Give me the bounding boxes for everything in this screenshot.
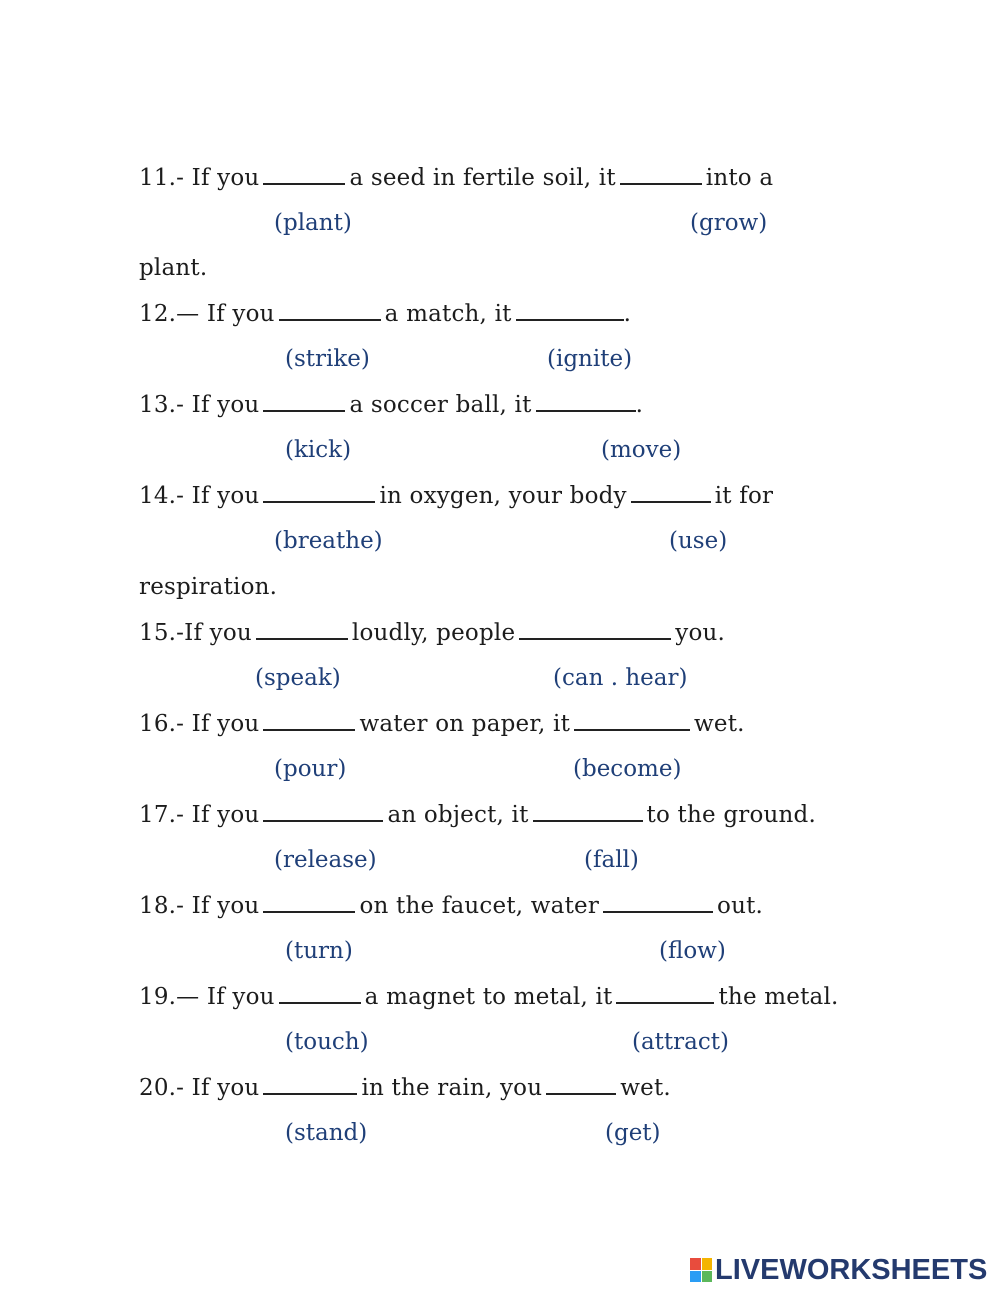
question-13: 13.- If you a soccer ball, it . — [139, 392, 644, 418]
question-19: 19.— If you a magnet to metal, it the metal. — [139, 984, 839, 1010]
verb-hint-2: (attract) — [632, 1029, 729, 1055]
verb-hint-1: (turn) — [285, 938, 353, 964]
answer-blank-1[interactable] — [263, 802, 383, 822]
answer-blank-2[interactable] — [616, 984, 714, 1004]
question-17: 17.- If you an object, it to the ground. — [139, 802, 816, 828]
answer-blank-2[interactable] — [620, 165, 702, 185]
question-continuation: respiration. — [139, 574, 278, 600]
verb-hint-2: (grow) — [690, 210, 768, 236]
verb-hint-2: (get) — [605, 1120, 661, 1146]
question-number: 20.- — [139, 1075, 185, 1101]
question-15: 15.-If you loudly, people you. — [139, 620, 726, 646]
question-18: 18.- If you on the faucet, water out. — [139, 893, 764, 919]
answer-blank-2[interactable] — [536, 392, 636, 412]
answer-blank-1[interactable] — [279, 984, 361, 1004]
verb-hint-1: (kick) — [285, 437, 352, 463]
question-number: 12.— — [139, 301, 200, 327]
liveworksheets-logo-icon — [690, 1258, 712, 1282]
question-number: 15.- — [139, 620, 185, 646]
question-continuation: plant. — [139, 255, 208, 281]
answer-blank-2[interactable] — [516, 301, 624, 321]
answer-blank-1[interactable] — [263, 165, 345, 185]
answer-blank-2[interactable] — [631, 483, 711, 503]
question-14: 14.- If you in oxygen, your body it for — [139, 483, 774, 509]
question-number: 13.- — [139, 392, 185, 418]
verb-hint-1: (speak) — [255, 665, 341, 691]
answer-blank-1[interactable] — [279, 301, 381, 321]
logo-square — [702, 1271, 713, 1283]
question-12: 12.— If you a match, it . — [139, 301, 632, 327]
answer-blank-2[interactable] — [546, 1075, 616, 1095]
question-number: 16.- — [139, 711, 185, 737]
verb-hint-1: (breathe) — [274, 528, 383, 554]
verb-hint-1: (pour) — [274, 756, 347, 782]
question-11: 11.- If you a seed in fertile soil, it into a — [139, 165, 774, 191]
verb-hint-1: (touch) — [285, 1029, 369, 1055]
answer-blank-1[interactable] — [263, 483, 375, 503]
answer-blank-1[interactable] — [256, 620, 348, 640]
logo-text: LIVEWORKSHEETS — [715, 1253, 988, 1286]
verb-hint-1: (strike) — [285, 346, 370, 372]
answer-blank-2[interactable] — [533, 802, 643, 822]
liveworksheets-logo[interactable] — [690, 1255, 987, 1285]
answer-blank-1[interactable] — [263, 711, 355, 731]
verb-hint-2: (flow) — [659, 938, 726, 964]
answer-blank-1[interactable] — [263, 392, 345, 412]
question-20: 20.- If you in the rain, you wet. — [139, 1075, 671, 1101]
question-number: 18.- — [139, 893, 185, 919]
answer-blank-2[interactable] — [574, 711, 690, 731]
verb-hint-2: (can . hear) — [553, 665, 688, 691]
question-number: 11.- — [139, 165, 185, 191]
answer-blank-2[interactable] — [603, 893, 713, 913]
answer-blank-2[interactable] — [519, 620, 671, 640]
question-number: 17.- — [139, 802, 185, 828]
logo-square — [702, 1258, 713, 1270]
question-16: 16.- If you water on paper, it wet. — [139, 711, 745, 737]
answer-blank-1[interactable] — [263, 893, 355, 913]
verb-hint-2: (use) — [669, 528, 728, 554]
answer-blank-1[interactable] — [263, 1075, 357, 1095]
verb-hint-1: (plant) — [274, 210, 352, 236]
question-number: 14.- — [139, 483, 185, 509]
logo-square — [690, 1258, 701, 1270]
verb-hint-2: (fall) — [584, 847, 639, 873]
verb-hint-1: (release) — [274, 847, 377, 873]
verb-hint-2: (move) — [601, 437, 682, 463]
verb-hint-2: (become) — [573, 756, 682, 782]
question-number: 19.— — [139, 984, 200, 1010]
logo-square — [690, 1271, 701, 1283]
verb-hint-1: (stand) — [285, 1120, 368, 1146]
verb-hint-2: (ignite) — [547, 346, 633, 372]
